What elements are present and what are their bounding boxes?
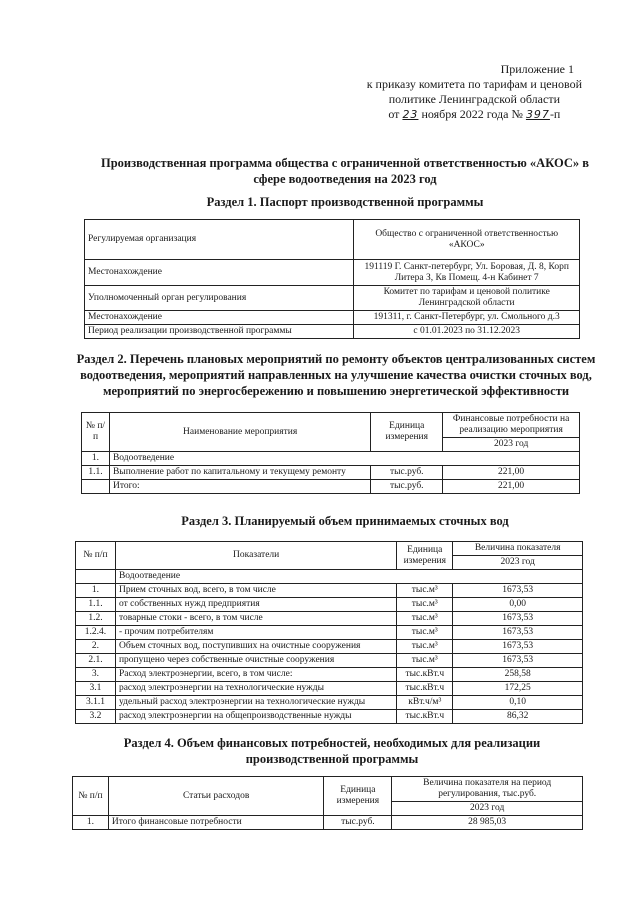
col-name-header: Показатели (115, 542, 396, 570)
passport-value: 191119 Г. Санкт-петербург, Ул. Боровая, Д. 8, Корп Литера З, Кв Помещ. 4-н Кабинет 7 (354, 260, 580, 286)
passport-label: Период реализации производственной программы (85, 325, 354, 339)
row-num: 3.1.1 (76, 696, 116, 710)
col-num-header: № п/п (73, 777, 109, 816)
table-row (73, 816, 583, 830)
row-unit: кВт.ч/м³ (397, 696, 453, 710)
row-unit: тыс.кВт.ч (397, 668, 453, 682)
col-unit-header: Единица измерения (324, 777, 392, 816)
row-name: расход электроэнергии на общепроизводственные нужды (115, 710, 396, 724)
table-row (76, 626, 583, 640)
row-value: 1673,53 (453, 654, 583, 668)
measures-table (81, 412, 580, 494)
row-unit: тыс.м³ (397, 640, 453, 654)
table-row (76, 570, 583, 584)
table-row (76, 640, 583, 654)
row-name: Итого: (109, 480, 370, 494)
row-unit: тыс.м³ (397, 654, 453, 668)
table-row (76, 710, 583, 724)
table-header-row (76, 542, 583, 556)
col-num-header: № п/п (76, 542, 116, 570)
row-unit: тыс.руб. (371, 466, 443, 480)
table-row (85, 260, 580, 286)
date-prefix: от (388, 107, 400, 121)
row-value: 221,00 (443, 480, 580, 494)
row-value: 1673,53 (453, 612, 583, 626)
section1-title: Раздел 1. Паспорт производственной программы (206, 195, 484, 209)
row-name: Расход электроэнергии, всего, в том числе: (115, 668, 396, 682)
row-value: 1673,53 (453, 640, 583, 654)
row-name: товарные стоки - всего, в том числе (115, 612, 396, 626)
col-year-header: 2023 год (392, 802, 583, 816)
table-row (76, 696, 583, 710)
wastewater-table (75, 541, 583, 724)
annex-committee-line: политике Ленинградской области (388, 92, 560, 106)
passport-label: Местонахождение (85, 260, 354, 286)
row-name: Итого финансовые потребности (108, 816, 324, 830)
row-name: пропущено через собственные очистные сооружения (115, 654, 396, 668)
row-num: 1. (82, 452, 110, 466)
table-row (85, 311, 580, 325)
col-unit-header: Единица измерения (397, 542, 453, 570)
row-num: 1.1. (76, 598, 116, 612)
table-row (85, 220, 580, 260)
row-name: от собственных нужд предприятия (115, 598, 396, 612)
table-row (76, 682, 583, 696)
passport-label: Уполномоченный орган регулирования (85, 286, 354, 311)
row-unit: тыс.м³ (397, 598, 453, 612)
annex-order-line: к приказу комитета по тарифам и ценовой (366, 77, 582, 91)
row-num: 3.1 (76, 682, 116, 696)
passport-label: Регулируемая организация (85, 220, 354, 260)
row-unit: тыс.кВт.ч (397, 710, 453, 724)
col-unit-header: Единица измерения (371, 413, 443, 452)
row-num: 1. (73, 816, 109, 830)
table-row (76, 668, 583, 682)
row-value: 258,58 (453, 668, 583, 682)
row-value: 86,32 (453, 710, 583, 724)
row-value: 28 985,03 (392, 816, 583, 830)
col-finance-header: Финансовые потребности на реализацию мероприятия (443, 413, 580, 438)
order-number: 397 (525, 108, 550, 121)
row-num: 1. (76, 584, 116, 598)
table-header-row (73, 777, 583, 802)
annex-date-line (367, 107, 582, 122)
date-day: 23 (402, 108, 419, 121)
col-value-header: Величина показателя на период регулирования, тыс.руб. (392, 777, 583, 802)
row-name: удельный расход электроэнергии на технологические нужды (115, 696, 396, 710)
col-year-header: 2023 год (453, 556, 583, 570)
row-num: 3. (76, 668, 116, 682)
row-name: Объем сточных вод, поступивших на очистные сооружения (115, 640, 396, 654)
passport-label: Местонахождение (85, 311, 354, 325)
row-name: - прочим потребителям (115, 626, 396, 640)
row-value: 0,00 (453, 598, 583, 612)
passport-value: Комитет по тарифам и ценовой политике Ленинградской области (354, 286, 580, 311)
order-suffix: -п (549, 107, 561, 121)
row-num: 1.1. (82, 466, 110, 480)
passport-value: Общество с ограниченной ответственностью «АКОС» (354, 220, 580, 260)
table-header-row (82, 413, 580, 438)
row-num: 1.2.4. (76, 626, 116, 640)
row-num: 1.2. (76, 612, 116, 626)
row-name: Водоотведение (109, 452, 579, 466)
section4-title: Раздел 4. Объем финансовых потребностей, необходимых для реализации производственной программы (123, 736, 541, 766)
table-row (76, 584, 583, 598)
row-value: 0,10 (453, 696, 583, 710)
table-row (82, 452, 580, 466)
row-value: 1673,53 (453, 626, 583, 640)
table-row (85, 286, 580, 311)
table-row (85, 325, 580, 339)
main-title: Производственная программа общества с ограниченной ответственностью «АКОС» в сфере водоотведения на 2023 год (100, 156, 589, 186)
row-num: 3.2 (76, 710, 116, 724)
date-mid: ноября 2022 года № (421, 107, 523, 121)
section2-title: Раздел 2. Перечень плановых мероприятий по ремонту объектов централизованных систем водоотведения, мероприятий направленных на улучшение качества очистки сточных вод, мероприятий по энергосбережению и повышению энергетической эффективности (76, 352, 596, 398)
row-value: 1673,53 (453, 584, 583, 598)
row-name: Прием сточных вод, всего, в том числе (115, 584, 396, 598)
row-value: 172,25 (453, 682, 583, 696)
annex-header (367, 62, 582, 122)
row-name: Выполнение работ по капитальному и текущему ремонту (109, 466, 370, 480)
passport-value: 191311, г. Санкт-Петербург, ул. Смольного д.3 (354, 311, 580, 325)
table-row (76, 612, 583, 626)
table-row (76, 598, 583, 612)
annex-title: Приложение 1 (500, 62, 574, 76)
col-value-header: Величина показателя (453, 542, 583, 556)
col-year-header: 2023 год (443, 438, 580, 452)
row-unit: тыс.руб. (324, 816, 392, 830)
finance-table (72, 776, 583, 830)
row-value: 221,00 (443, 466, 580, 480)
row-num: 2. (76, 640, 116, 654)
table-row (76, 654, 583, 668)
table-row (82, 480, 580, 494)
row-unit: тыс.м³ (397, 584, 453, 598)
passport-value: с 01.01.2023 по 31.12.2023 (354, 325, 580, 339)
section3-title: Раздел 3. Планируемый объем принимаемых сточных вод (181, 514, 509, 528)
row-unit: тыс.кВт.ч (397, 682, 453, 696)
row-name: расход электроэнергии на технологические нужды (115, 682, 396, 696)
row-unit: тыс.м³ (397, 626, 453, 640)
col-name-header: Наименование мероприятия (109, 413, 370, 452)
row-unit: тыс.руб. (371, 480, 443, 494)
col-num-header: № п/п (82, 413, 110, 452)
row-num (82, 480, 110, 494)
table-row (82, 466, 580, 480)
row-unit: тыс.м³ (397, 612, 453, 626)
passport-table (84, 219, 580, 339)
col-name-header: Статьи расходов (108, 777, 324, 816)
row-num: 2.1. (76, 654, 116, 668)
section-label: Водоотведение (115, 570, 582, 584)
